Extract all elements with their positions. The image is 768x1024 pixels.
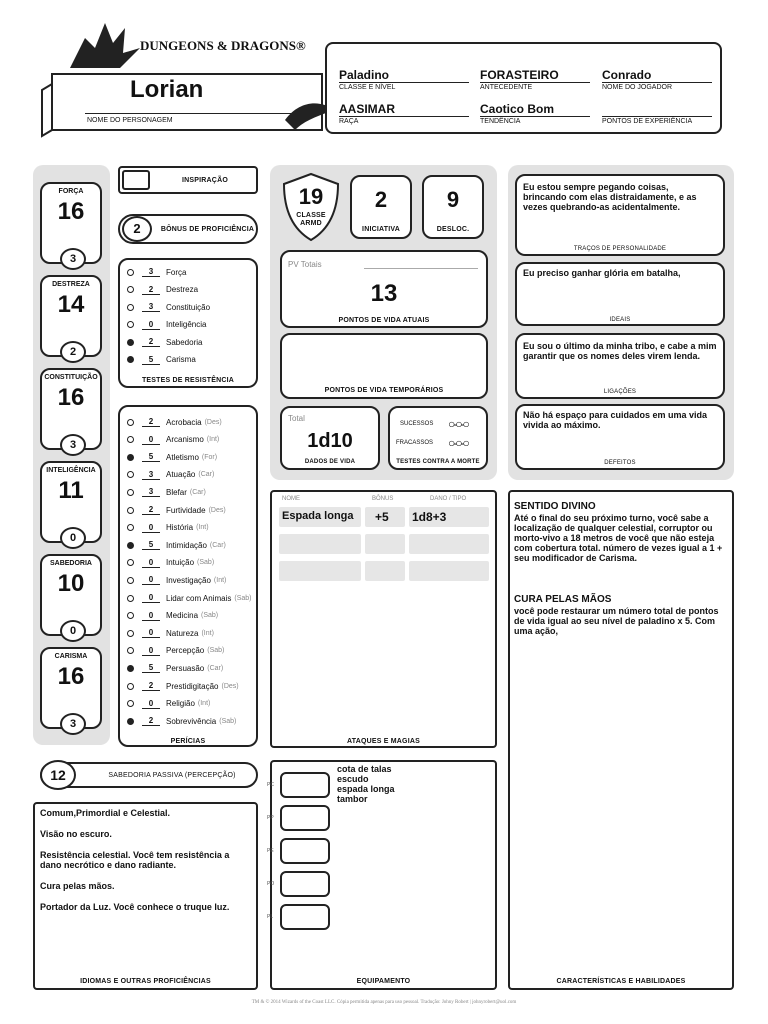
skill-attribute: (Int) (201, 629, 214, 637)
proficiency-dot[interactable] (127, 321, 134, 328)
race-label: RAÇA (339, 118, 359, 125)
skill-row[interactable] (127, 609, 218, 623)
skill-name: Acrobacia (166, 417, 202, 427)
skill-value[interactable]: 0 (142, 628, 160, 638)
coin-label: PO (267, 881, 275, 887)
bonds-label: LIGAÇÕES (603, 389, 637, 395)
ability-box (40, 647, 102, 729)
proficiency-dot[interactable] (127, 542, 134, 549)
skill-name: Intuição (166, 558, 195, 568)
proficiency-dot[interactable] (127, 304, 134, 311)
attacks-label: ATAQUES E MAGIAS (347, 738, 420, 745)
skill-name: Sobrevivência (166, 716, 217, 726)
death-failures-checks[interactable]: ○-○-○ (448, 436, 468, 450)
skill-row[interactable] (127, 714, 236, 728)
skill-name: Percepção (166, 646, 205, 656)
skill-value[interactable]: 2 (142, 505, 160, 515)
saving-throw-value[interactable]: 2 (142, 337, 160, 347)
coin-label: PL (267, 914, 274, 920)
ability-box (40, 275, 102, 357)
proficiency-dot[interactable] (127, 471, 134, 478)
skill-row[interactable] (127, 468, 214, 482)
skill-row[interactable] (127, 556, 214, 570)
skill-name: Intimidação (166, 540, 207, 550)
coin-box[interactable] (280, 805, 330, 831)
features-label: CARACTERÍSTICAS E HABILIDADES (556, 978, 686, 985)
skill-value[interactable]: 2 (142, 681, 160, 691)
equipment-item: espada longa (337, 784, 395, 794)
skill-attribute: (Int) (196, 524, 209, 532)
skill-row[interactable] (127, 626, 214, 640)
skill-attribute: (Car) (189, 488, 206, 496)
equipment-item: cota de talas (337, 764, 392, 774)
skills-title: PERÍCIAS (170, 738, 206, 745)
proficiency-dot[interactable] (127, 419, 134, 426)
hp-current-value[interactable]: 13 (370, 280, 398, 307)
hp-current-box (280, 250, 488, 328)
proficiency-line: Comum,Primordial e Celestial. (40, 808, 171, 818)
skill-value[interactable]: 2 (142, 716, 160, 726)
proficiency-dot[interactable] (127, 683, 134, 690)
skill-attribute: (Int) (213, 576, 227, 584)
skill-row[interactable] (127, 679, 239, 693)
feature-title-1: SENTIDO DIVINO (514, 501, 596, 512)
ability-name: CARISMA (54, 653, 88, 660)
skill-name: Persuasão (166, 663, 205, 673)
bonds-text[interactable]: Eu sou o último da minha tribo, e cabe a mim garantir que os nomes deles virem lenda. (523, 341, 717, 361)
saving-throw-value[interactable]: 3 (142, 302, 160, 312)
proficiency-dot[interactable] (127, 595, 134, 602)
skill-name: Natureza (166, 628, 199, 638)
skill-attribute: (Des) (208, 506, 226, 514)
saving-throw-value[interactable]: 3 (142, 267, 160, 277)
death-saves-box (388, 406, 488, 470)
skill-row[interactable] (127, 661, 223, 675)
traits-label: TRAÇOS DE PERSONALIDADE (573, 246, 667, 252)
skill-value[interactable]: 0 (142, 523, 160, 533)
footer-copyright: TM & © 2014 Wizards of the Coast LLC. Cópia permitida apenas para uso pessoal. Tradução: Johny Robert | johnyrobert@uol.com (251, 1000, 517, 1005)
ability-name: FORÇA (58, 188, 84, 195)
proficiency-dot[interactable] (127, 577, 134, 584)
ability-modifier[interactable]: 0 (60, 620, 86, 642)
proficiency-dot[interactable] (127, 665, 134, 672)
proficiency-dot[interactable] (127, 489, 134, 496)
name-underline (85, 113, 295, 114)
languages-label: IDIOMAS E OUTRAS PROFICIÊNCIAS (80, 978, 211, 985)
background-label: ANTECEDENTE (480, 84, 533, 91)
skill-attribute: (Int) (206, 436, 220, 444)
skill-attribute: (Des) (221, 682, 239, 690)
coin-box[interactable] (280, 871, 330, 897)
skill-name: Blefar (166, 487, 187, 497)
saving-throw-row[interactable] (127, 353, 196, 367)
skill-row[interactable] (127, 503, 226, 517)
inspiration-box[interactable] (118, 166, 258, 194)
inspiration-label: INSPIRAÇÃO (182, 177, 228, 184)
proficiency-box (118, 214, 258, 244)
languages-text[interactable] (40, 808, 252, 923)
hit-dice-box (280, 406, 380, 470)
skill-attribute: (Car) (198, 471, 215, 479)
saving-throw-name: Inteligência (166, 320, 207, 329)
background-line (480, 82, 590, 83)
flaws-text[interactable]: Não há espaço para cuidados em uma vida vivida ao máximo. (523, 410, 708, 430)
proficiency-line: Resistência celestial. Você tem resistência a dano necrótico e dano radiante. (40, 850, 230, 870)
skill-attribute: (Int) (197, 700, 211, 708)
proficiency-dot[interactable] (127, 524, 134, 531)
inspiration-checkbox[interactable] (122, 170, 150, 190)
class-level-label: CLASSE E NÍVEL (339, 84, 396, 91)
bonds-box (515, 333, 725, 399)
coin-box[interactable] (280, 904, 330, 930)
passive-label: SABEDORIA PASSIVA (PERCEPÇÃO) (108, 772, 236, 779)
proficiency-dot[interactable] (127, 630, 134, 637)
ability-modifier[interactable]: 2 (60, 341, 86, 363)
proficiency-dot[interactable] (127, 612, 134, 619)
proficiency-dot[interactable] (127, 286, 134, 293)
coin-box[interactable] (280, 772, 330, 798)
skill-row[interactable] (127, 433, 219, 447)
background-value[interactable]: FORASTEIRO (480, 68, 559, 82)
skill-attribute: (Des) (204, 418, 222, 426)
coin-label: PE (267, 848, 274, 854)
ability-modifier[interactable]: 3 (60, 713, 86, 735)
race-line (339, 116, 469, 117)
initiative-label: INICIATIVA (362, 226, 400, 233)
feature-text-2[interactable]: você pode restaurar um número total de pontos de vida igual ao seu nível de paladino x 5. Com uma ação, (514, 606, 719, 636)
ideals-text[interactable]: Eu preciso ganhar glória em batalha, (523, 268, 681, 278)
passive-value-circle[interactable]: 12 (40, 760, 76, 790)
equipment-label: EQUIPAMENTO (356, 978, 411, 985)
equipment-item: escudo (337, 774, 369, 784)
hp-max-line (364, 268, 478, 269)
ability-score[interactable]: 16 (57, 198, 85, 225)
skill-attribute: (Sab) (197, 559, 215, 567)
header-banner (40, 18, 340, 138)
flaws-label: DEFEITOS (604, 460, 636, 466)
attack-damage-cell[interactable] (409, 507, 489, 527)
alignment-value[interactable]: Caotico Bom (480, 102, 555, 116)
feature-text-1[interactable]: Até o final do seu próximo turno, você sabe a localização de qualquer celestial, corruptor ou morto-vivo a 18 metros de você que não esteja com cobertura total. número de vezes igual a 1 + seu modificador de Carisma. (514, 513, 723, 563)
player-line (602, 82, 712, 83)
saving-throw-value[interactable]: 2 (142, 285, 160, 295)
hit-dice-label: DADOS DE VIDA (304, 459, 356, 465)
ability-name: CONSTITUIÇÃO (44, 374, 98, 381)
attack-name-cell[interactable] (279, 534, 361, 554)
saving-throw-row[interactable] (127, 283, 198, 297)
proficiency-line: Cura pelas mãos. (40, 881, 115, 891)
saving-throw-row[interactable] (127, 318, 206, 332)
skill-attribute: (Car) (209, 541, 226, 549)
race-value[interactable]: AASIMAR (339, 102, 395, 116)
skill-value[interactable]: 0 (142, 611, 160, 621)
attack-damage: 1d8+3 (412, 510, 447, 524)
class-line (339, 82, 469, 83)
coin-label: PP (267, 815, 274, 821)
attack-damage-cell[interactable] (409, 561, 489, 581)
skill-value[interactable]: 0 (142, 646, 160, 656)
proficiency-dot[interactable] (127, 700, 134, 707)
saving-throws-title: TESTES DE RESISTÊNCIA (141, 377, 235, 384)
proficiency-dot[interactable] (127, 718, 134, 725)
saving-throw-row[interactable] (127, 265, 186, 279)
ability-score[interactable]: 16 (57, 384, 85, 411)
saving-throw-value[interactable]: 5 (142, 355, 160, 365)
player-name-label: NOME DO JOGADOR (602, 84, 673, 91)
ability-box (40, 368, 102, 450)
skill-value[interactable]: 0 (142, 699, 160, 709)
attack-name-cell[interactable] (279, 561, 361, 581)
skill-attribute: (Sab) (234, 594, 252, 602)
skill-name: História (166, 523, 194, 533)
ability-score[interactable]: 10 (57, 570, 85, 597)
player-name-value[interactable]: Conrado (602, 68, 652, 82)
death-successes-checks[interactable]: ○-○-○ (448, 417, 468, 431)
skill-value[interactable]: 0 (142, 575, 160, 585)
skill-value[interactable]: 2 (142, 417, 160, 427)
hit-dice-total-label: Total (288, 414, 305, 423)
proficiency-dot[interactable] (127, 559, 134, 566)
saving-throw-name: Sabedoria (166, 337, 203, 347)
skill-attribute: (Car) (207, 664, 224, 672)
ability-box (40, 461, 102, 543)
character-name-label: NOME DO PERSONAGEM (87, 117, 173, 124)
attack-bonus-cell[interactable] (365, 561, 405, 581)
proficiency-line: Visão no escuro. (40, 829, 112, 839)
xp-label: PONTOS DE EXPERIÊNCIA (602, 118, 693, 125)
equipment-item: tambor (337, 794, 368, 804)
attack-damage-cell[interactable] (409, 534, 489, 554)
ability-score[interactable]: 11 (58, 477, 84, 504)
attack-col-bonus: BÔNUS (372, 496, 394, 502)
attack-name: Espada longa (282, 510, 354, 522)
proficiency-dot[interactable] (127, 647, 134, 654)
ability-modifier[interactable]: 3 (60, 248, 86, 270)
traits-text[interactable]: Eu estou sempre pegando coisas, brincando com elas distraidamente, e as vezes quebrando-as acidentalmente. (523, 182, 697, 212)
logo-text: DUNGEONS & DRAGONS® (140, 38, 306, 53)
coin-label: PC (267, 782, 274, 788)
attack-col-name: NOME (282, 496, 300, 502)
xp-line (602, 116, 712, 117)
skill-name: Atletismo (166, 452, 199, 462)
proficiency-line: Portador da Luz. Você conhece o truque luz. (40, 902, 230, 912)
skill-attribute: (Sab) (219, 717, 237, 725)
saving-throw-name: Constituição (166, 302, 211, 312)
speed-box (422, 175, 484, 239)
alignment-label: TENDÊNCIA (480, 118, 521, 125)
skill-row[interactable] (127, 591, 251, 605)
skill-value[interactable]: 0 (142, 593, 160, 603)
skill-row[interactable] (127, 644, 224, 658)
saving-throw-row[interactable] (127, 335, 202, 349)
attack-bonus-cell[interactable] (365, 534, 405, 554)
skill-row[interactable] (127, 450, 217, 464)
ability-score[interactable]: 14 (57, 291, 85, 318)
skill-value[interactable]: 0 (142, 435, 160, 445)
hp-current-label: PONTOS DE VIDA ATUAIS (338, 317, 430, 324)
skill-attribute: (Sab) (201, 612, 219, 620)
ability-name: SABEDORIA (49, 560, 92, 567)
header-info-box (325, 42, 722, 134)
saving-throw-name: Destreza (166, 285, 199, 294)
attack-bonus-cell[interactable] (365, 507, 405, 527)
hp-temp-box[interactable] (280, 333, 488, 399)
speed-label: DESLOC. (436, 226, 470, 233)
saving-throw-name: Força (166, 267, 187, 277)
attack-name-cell[interactable] (279, 507, 361, 527)
proficiency-value-circle[interactable]: 2 (122, 216, 152, 242)
ability-box (40, 554, 102, 636)
attacks-box (270, 490, 497, 748)
armor-class-label: CLASSE ARMD (296, 212, 326, 227)
ability-modifier[interactable]: 3 (60, 434, 86, 456)
hit-dice-value[interactable]: 1d10 (307, 430, 353, 452)
saving-throw-value[interactable]: 0 (142, 320, 160, 330)
speed-value[interactable]: 9 (446, 187, 460, 212)
death-successes-label: SUCESSOS (400, 421, 434, 427)
skill-attribute: (Sab) (207, 647, 225, 655)
skill-name: Atuação (166, 470, 196, 480)
saving-throw-name: Carisma (166, 355, 196, 364)
attack-col-damage: DANO / TIPO (430, 496, 467, 502)
ability-name: INTELIGÊNCIA (46, 467, 96, 474)
flaws-box (515, 404, 725, 470)
passive-perception-box (40, 762, 258, 788)
features-box (508, 490, 734, 990)
skill-name: Lidar com Animais (166, 593, 232, 603)
skill-row[interactable] (127, 521, 209, 535)
skill-row[interactable] (127, 538, 226, 552)
initiative-box (350, 175, 412, 239)
death-saves-label: TESTES CONTRA A MORTE (396, 459, 480, 465)
skill-row[interactable] (127, 415, 222, 429)
traits-box (515, 174, 725, 256)
proficiency-dot[interactable] (127, 454, 134, 461)
ability-box (40, 182, 102, 264)
skill-name: Religião (166, 699, 195, 709)
proficiency-label: BÔNUS DE PROFICIÊNCIA (160, 226, 255, 233)
hp-max-label: PV Totais (288, 260, 322, 269)
attack-bonus: +5 (375, 510, 389, 524)
skill-name: Investigação (166, 575, 211, 585)
skill-value[interactable]: 3 (142, 487, 160, 497)
ability-score[interactable]: 16 (57, 663, 85, 690)
skill-row[interactable] (127, 485, 206, 499)
skill-value[interactable]: 5 (142, 452, 160, 462)
death-failures-label: FRACASSOS (396, 440, 434, 446)
skill-name: Arcanismo (166, 435, 204, 445)
saving-throw-row[interactable] (127, 300, 210, 314)
skill-name: Prestidigitação (166, 681, 219, 691)
proficiency-dot[interactable] (127, 269, 134, 276)
proficiency-dot[interactable] (127, 507, 134, 514)
coin-box[interactable] (280, 838, 330, 864)
proficiency-dot[interactable] (127, 339, 134, 346)
class-level-value[interactable]: Paladino (339, 68, 390, 82)
skill-name: Furtividade (166, 505, 206, 515)
skill-name: Medicina (166, 611, 199, 621)
alignment-line (480, 116, 590, 117)
skill-row[interactable] (127, 697, 210, 711)
ability-modifier[interactable]: 0 (60, 527, 86, 549)
ability-name: DESTREZA (52, 281, 90, 288)
ideals-label: IDEAIS (609, 317, 631, 323)
skill-value[interactable]: 5 (142, 663, 160, 673)
skill-attribute: (For) (201, 453, 218, 461)
character-name[interactable]: Lorian (130, 76, 204, 103)
equipment-list[interactable] (337, 764, 395, 804)
armor-class-value[interactable]: 19 (298, 184, 324, 209)
ideals-box (515, 262, 725, 326)
feature-title-2: CURA PELAS MÃOS (514, 594, 612, 605)
skill-row[interactable] (127, 573, 226, 587)
skill-value[interactable]: 3 (142, 470, 160, 480)
hp-temp-label: PONTOS DE VIDA TEMPORÁRIOS (324, 387, 444, 394)
skill-value[interactable]: 0 (142, 558, 160, 568)
initiative-value[interactable]: 2 (374, 187, 388, 212)
proficiency-dot[interactable] (127, 436, 134, 443)
proficiency-dot[interactable] (127, 356, 134, 363)
skill-value[interactable]: 5 (142, 540, 160, 550)
